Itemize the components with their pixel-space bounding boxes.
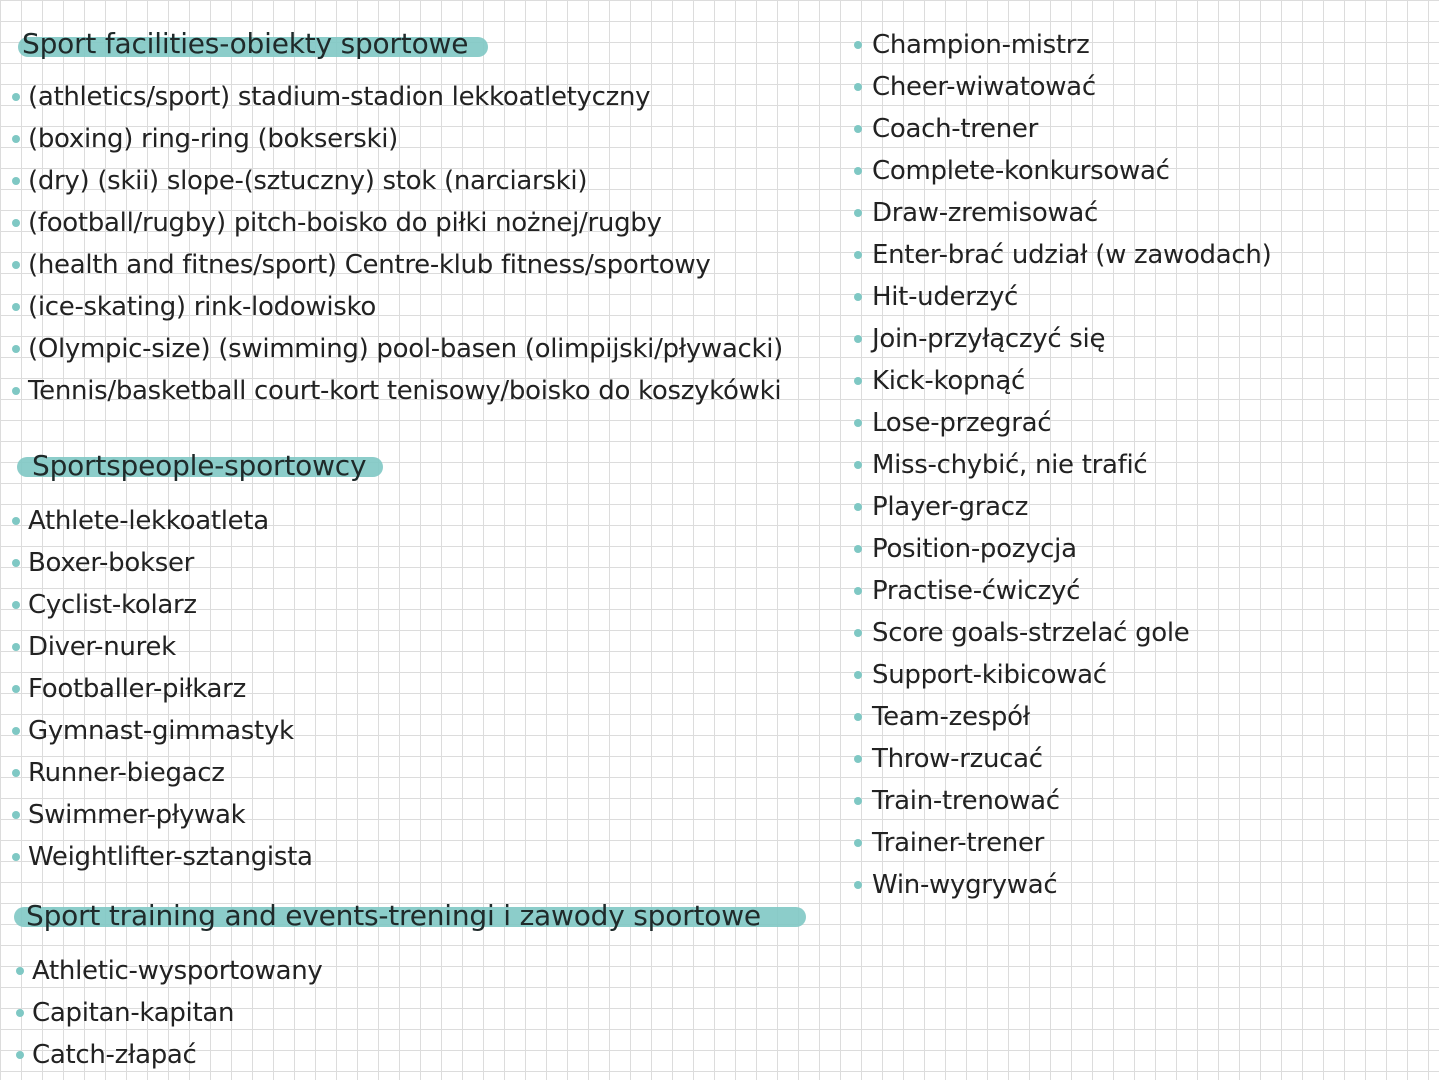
bullet-icon xyxy=(854,125,862,133)
list-item: Weightlifter-sztangista xyxy=(12,836,313,878)
list-item: Cheer-wiwatować xyxy=(854,66,1271,108)
training-list xyxy=(16,950,322,1076)
list-item: Join-przyłączyć się xyxy=(854,318,1271,360)
bullet-icon xyxy=(12,93,20,101)
list-item: Boxer-bokser xyxy=(12,542,313,584)
list-item: Cyclist-kolarz xyxy=(12,584,313,626)
bullet-icon xyxy=(854,335,862,343)
list-item: Complete-konkursować xyxy=(854,150,1271,192)
list-item: Support-kibicować xyxy=(854,654,1271,696)
heading-sport-training: Sport training and events-treningi i zawody sportowe xyxy=(26,899,761,932)
bullet-icon xyxy=(854,83,862,91)
heading-sportspeople: Sportspeople-sportowcy xyxy=(32,449,367,482)
bullet-icon xyxy=(854,881,862,889)
list-item: Coach-trener xyxy=(854,108,1271,150)
list-item: Score goals-strzelać gole xyxy=(854,612,1271,654)
list-item: Athlete-lekkoatleta xyxy=(12,500,313,542)
bullet-icon xyxy=(854,545,862,553)
bullet-icon xyxy=(12,219,20,227)
bullet-icon xyxy=(16,967,24,975)
bullet-icon xyxy=(12,685,20,693)
bullet-icon xyxy=(12,643,20,651)
list-item: Enter-brać udział (w zawodach) xyxy=(854,234,1271,276)
list-item: (dry) (skii) slope-(sztuczny) stok (narciarski) xyxy=(12,160,783,202)
bullet-icon xyxy=(854,755,862,763)
bullet-icon xyxy=(12,601,20,609)
list-item: Trainer-trener xyxy=(854,822,1271,864)
list-item: Kick-kopnąć xyxy=(854,360,1271,402)
bullet-icon xyxy=(12,303,20,311)
training-list-continued xyxy=(854,24,1271,906)
list-item: Practise-ćwiczyć xyxy=(854,570,1271,612)
bullet-icon xyxy=(12,261,20,269)
bullet-icon xyxy=(12,345,20,353)
list-item: Player-gracz xyxy=(854,486,1271,528)
bullet-icon xyxy=(12,769,20,777)
bullet-icon xyxy=(854,293,862,301)
list-item: Draw-zremisować xyxy=(854,192,1271,234)
bullet-icon xyxy=(854,377,862,385)
bullet-icon xyxy=(854,461,862,469)
list-item: Team-zespół xyxy=(854,696,1271,738)
list-item: Diver-nurek xyxy=(12,626,313,668)
list-item: Athletic-wysportowany xyxy=(16,950,322,992)
heading-sport-facilities: Sport facilities-obiekty sportowe xyxy=(22,27,469,60)
list-item: Runner-biegacz xyxy=(12,752,313,794)
bullet-icon xyxy=(854,713,862,721)
list-item: (health and fitnes/sport) Centre-klub fitness/sportowy xyxy=(12,244,783,286)
bullet-icon xyxy=(854,503,862,511)
bullet-icon xyxy=(854,629,862,637)
bullet-icon xyxy=(12,727,20,735)
list-item: (ice-skating) rink-lodowisko xyxy=(12,286,783,328)
bullet-icon xyxy=(16,1051,24,1059)
bullet-icon xyxy=(12,811,20,819)
list-item: Footballer-piłkarz xyxy=(12,668,313,710)
list-item: (Olympic-size) (swimming) pool-basen (olimpijski/pływacki) xyxy=(12,328,783,370)
bullet-icon xyxy=(854,167,862,175)
facilities-list xyxy=(12,76,783,412)
list-item: Win-wygrywać xyxy=(854,864,1271,906)
list-item: (athletics/sport) stadium-stadion lekkoatletyczny xyxy=(12,76,783,118)
bullet-icon xyxy=(12,135,20,143)
list-item: Train-trenować xyxy=(854,780,1271,822)
bullet-icon xyxy=(854,251,862,259)
bullet-icon xyxy=(12,517,20,525)
list-item: Tennis/basketball court-kort tenisowy/boisko do koszykówki xyxy=(12,370,783,412)
list-item: Capitan-kapitan xyxy=(16,992,322,1034)
list-item: Hit-uderzyć xyxy=(854,276,1271,318)
list-item: (boxing) ring-ring (bokserski) xyxy=(12,118,783,160)
list-item: Catch-złapać xyxy=(16,1034,322,1076)
bullet-icon xyxy=(12,177,20,185)
bullet-icon xyxy=(12,559,20,567)
bullet-icon xyxy=(12,853,20,861)
list-item: Lose-przegrać xyxy=(854,402,1271,444)
bullet-icon xyxy=(854,41,862,49)
bullet-icon xyxy=(12,387,20,395)
bullet-icon xyxy=(854,797,862,805)
list-item: Throw-rzucać xyxy=(854,738,1271,780)
bullet-icon xyxy=(854,419,862,427)
list-item: Position-pozycja xyxy=(854,528,1271,570)
bullet-icon xyxy=(854,671,862,679)
list-item: Miss-chybić, nie trafić xyxy=(854,444,1271,486)
bullet-icon xyxy=(16,1009,24,1017)
list-item: Champion-mistrz xyxy=(854,24,1271,66)
list-item: Swimmer-pływak xyxy=(12,794,313,836)
sportspeople-list xyxy=(12,500,313,878)
bullet-icon xyxy=(854,209,862,217)
bullet-icon xyxy=(854,839,862,847)
bullet-icon xyxy=(854,587,862,595)
list-item: Gymnast-gimmastyk xyxy=(12,710,313,752)
list-item: (football/rugby) pitch-boisko do piłki nożnej/rugby xyxy=(12,202,783,244)
